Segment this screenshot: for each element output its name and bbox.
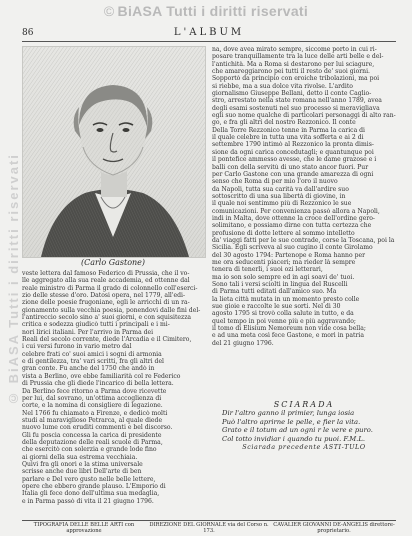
text-line: l'antireccio secolo sino a' suoi giorni, e con squisitezza (22, 314, 192, 322)
text-line: egli suo nome qualche di particolari personaggi di alto ran- (212, 112, 396, 120)
text-line: il pontefice ammesso avesse, che le dame grazose e i (212, 156, 377, 164)
text-line: agosto 1795 si trovò colla salute in tutto, e da (212, 310, 354, 318)
text-line: solimitano, e possiamo dirne con tutta certezza che (212, 222, 372, 230)
text-line: go, e fra gli altri del nostro Rezzonico. Il conte (212, 119, 356, 127)
page-footer (22, 520, 396, 535)
footer-direction: DIREZIONE DEL GIORNALE via del Corso n. 173. (149, 522, 269, 535)
text-line: Sono tali i versi sciolti in lingua del Ruscelli (212, 281, 348, 288)
text-line: Sicilia. Egli scriveva al suo cugino il conte Girolamo (212, 244, 373, 252)
text-line: da' viaggi fatti per le sue contrade, corse la Toscana, poi la (212, 236, 395, 244)
text-line: della deputazione delle reali scuole di Parma, (22, 438, 163, 446)
page-header (22, 27, 396, 42)
text-line: che esercitò con solerzia e grande lode fino (22, 446, 157, 454)
poem-line: Dir l'altro ganno il primier, lunga iosia (222, 409, 355, 417)
text-line: gionamento sulla vecchia poesia, ponendovi dalle fini del- (22, 306, 201, 314)
poem-line: Può l'altro aprirne le pelle, e fier la vita. (222, 417, 361, 426)
text-line: zio delle stesse d'oro. Datosi opera, nel 1779, all'edi- (22, 292, 186, 300)
text-line: del 30 agosto 1794: Partenope e Roma hanno per (212, 251, 366, 259)
text-line: nori lirici italiani. Per l'arrivo in Parma dei (22, 328, 154, 336)
text-line: ma io son solo sempre ed in agi soavi de' tuoi. (212, 273, 355, 281)
text-line: critica e sodezza giudicò tutti i principali e i mi- (22, 321, 170, 329)
text-line: e in Parma passò di vita il 21 giugno 1796. (22, 497, 154, 505)
text-line: e di gentilezza, tra' vari scritti, fra gli altri del (22, 358, 165, 366)
text-line: celebre frati co' suoi amici i sogni di armonia (22, 350, 162, 358)
portrait-illustration (23, 47, 205, 257)
poem-title: SCIARADA (273, 400, 335, 409)
text-line: posare tranquillamente tra la luce delle arti belle e del- (212, 53, 384, 61)
text-line: l'antichità. Ma a Roma si destarono per lui sciagure, (212, 60, 375, 68)
text-line: di Parma tutti editati dall'amico suo. Ma (212, 288, 337, 296)
text-line: profusione di dotte lettere al sommo intelletto (212, 229, 355, 237)
text-line: Sopportò da principio con eroiche tribolazioni, ma poi (212, 75, 380, 83)
text-line: sue gioie e raccolte le sue sorti. Nel di 30 (212, 303, 341, 311)
text-line: sione da ogni carica concedutagli; e quantunque poi (212, 148, 374, 156)
text-line: comunicazioni. Per convenienza passò allora a Napoli, (212, 207, 380, 215)
text-line: reale ministro di Parma il grado di colonnello coll'eserci- (22, 284, 198, 292)
text-line: corte, e la nomina di consigliere di legazione. (22, 402, 163, 410)
text-line: che amareggiarono pei tutti il resto de' suoi giorni. (212, 68, 370, 76)
sciarada-block (212, 400, 396, 451)
text-line: del 21 giugno 1796. (212, 339, 274, 347)
text-line: stro, arrestato nella state romana nell'anno 1789, avea (212, 97, 382, 105)
watermark-banner (0, 0, 412, 22)
text-line: Da Berlino fece ritorno a Parma dove ricevette (22, 387, 167, 395)
text-line: gran conte. Fu anche del 1750 che andò in (22, 365, 155, 373)
text-line: scrisse anche due libri Dell'arte di ben (22, 468, 142, 476)
text-line: il quale noi sentimmo più di Rezzonico le sue (212, 200, 352, 208)
footer-printer: TIPOGRAFIA DELLE BELLE ARTI con approvazione (33, 522, 135, 535)
text-line: Nel 1766 fu chiamato a Firenze, e dedicò molti (22, 409, 168, 417)
text-line: Italia gli fece dono dell'ultima sua medaglia, (22, 490, 160, 498)
page-title: L'ALBUM (173, 27, 245, 38)
text-line: senso che Roma di per mio l'oro il nuovo (212, 178, 338, 186)
text-line: veste lettera dal famoso Federico di Prussia, che il vo- (22, 270, 190, 277)
side-watermark: © BiASA Tutti i diritti riservati (6, 153, 21, 407)
text-line: nuovo lume con eruditi commenti e bel discorso. (22, 424, 173, 432)
text-line: da Napoli, tutta sua carità va dall'ardire suo (212, 185, 349, 193)
text-line: i cui versi furono in vario metro dal (22, 343, 132, 351)
text-line: per lui, dal sovrano, un'ottima accoglienza di (22, 394, 162, 402)
text-line: opere che ebbero grande plauso. L'Emporio di (22, 482, 166, 490)
text-line: Quivi fra gli onori e la stima universale (22, 460, 143, 468)
poem-credit: Sciarada precedente ASTI-TULO (242, 443, 366, 452)
text-line: settembre 1790 intimò al Rezzonico la pronta dimis- (212, 141, 374, 149)
copyright-icon: © (103, 3, 115, 19)
poem-line: Col totto invidiar i quando tu puoi. F.M.L. (222, 434, 366, 443)
watermark-text: BiASA Tutti i diritti riservati (117, 3, 309, 19)
text-line: parlare e Del vero gusto nelle belle lettere, (22, 475, 156, 483)
text-line: il quale celebre in tutta una vita sofferta e ai 2 di (212, 134, 364, 142)
text-line: Gli fu poscia concessa la carica di presidente (22, 431, 162, 439)
page-number: 86 (22, 28, 34, 38)
text-line: il tomo di Elisium Nemoreum non vide cosa bella; (212, 325, 366, 333)
text-line: quel tempo in poi venne più e più aggravando; (212, 317, 356, 325)
text-line: Reali del secolo corrente, diede l'Arcadia e il Cimitero, (22, 336, 192, 344)
portrait-caption: (Carlo Gastone) (80, 258, 146, 267)
text-line: Della Torre Rezzonico tenne in Parma la carica di (212, 126, 366, 134)
text-line: sottoscritto di una sua libertà di giovine, in (212, 192, 346, 200)
text-line: me ora seducenti piaceri; ma rieder là sempre (212, 258, 356, 266)
text-line: balli con della servitù di uno stato ancor fuori. Pur (212, 163, 369, 171)
text-line: di Prussia che gli diede l'incarico di bella lettera. (22, 380, 174, 388)
text-line: giornalismo Giuseppe Bellani, detto il conte Caglio- (212, 90, 372, 98)
poem-lines (212, 409, 396, 443)
text-line: ai giorni della sua estrema vecchiaia. (22, 453, 138, 461)
text-line: indi in Malta, dove ottenne la croce dell'ordine gero- (212, 214, 375, 222)
text-line: tenera di tenerli, i suoi ozi letterari, (212, 266, 323, 274)
text-line: e ad una meta così fece Gastone, e morì in patria (212, 332, 364, 340)
poem-line: Grato e il totum ad un ogni r le vere e puro. (222, 426, 373, 435)
text-line: zione delle poesie frugoniane, egli le arricchì di un ra- (22, 299, 190, 307)
text-line: lle aggregato alla sua reale accademia, ed ottenne dal (22, 277, 190, 285)
article-column-left (22, 270, 206, 518)
text-line: si riebbe, ma a sua dolce vita rivolse. L'ardito (212, 82, 353, 90)
text-line: degli esami sostenuti nel suo processo si meravigliava (212, 104, 380, 112)
text-line: studi al maraviglioso Petrarca, al quale diede (22, 416, 163, 424)
footer-editor: CAVALIER GIOVANNI DE-ANGELIS direttore-proprietario. (273, 522, 395, 535)
text-line: na, dove avea mirato sempre, siccome porto in cui ri- (212, 46, 377, 53)
text-line: per Carlo Gastone con una grande amarezza di ogni (212, 170, 374, 178)
article-column-right (212, 46, 396, 396)
text-line: la lieta città mutata in un momento presto colle (212, 295, 360, 303)
portrait-engraving (22, 46, 206, 258)
text-line: vista a Berlino, ove ebbe familiarità col re Federico (22, 372, 181, 380)
